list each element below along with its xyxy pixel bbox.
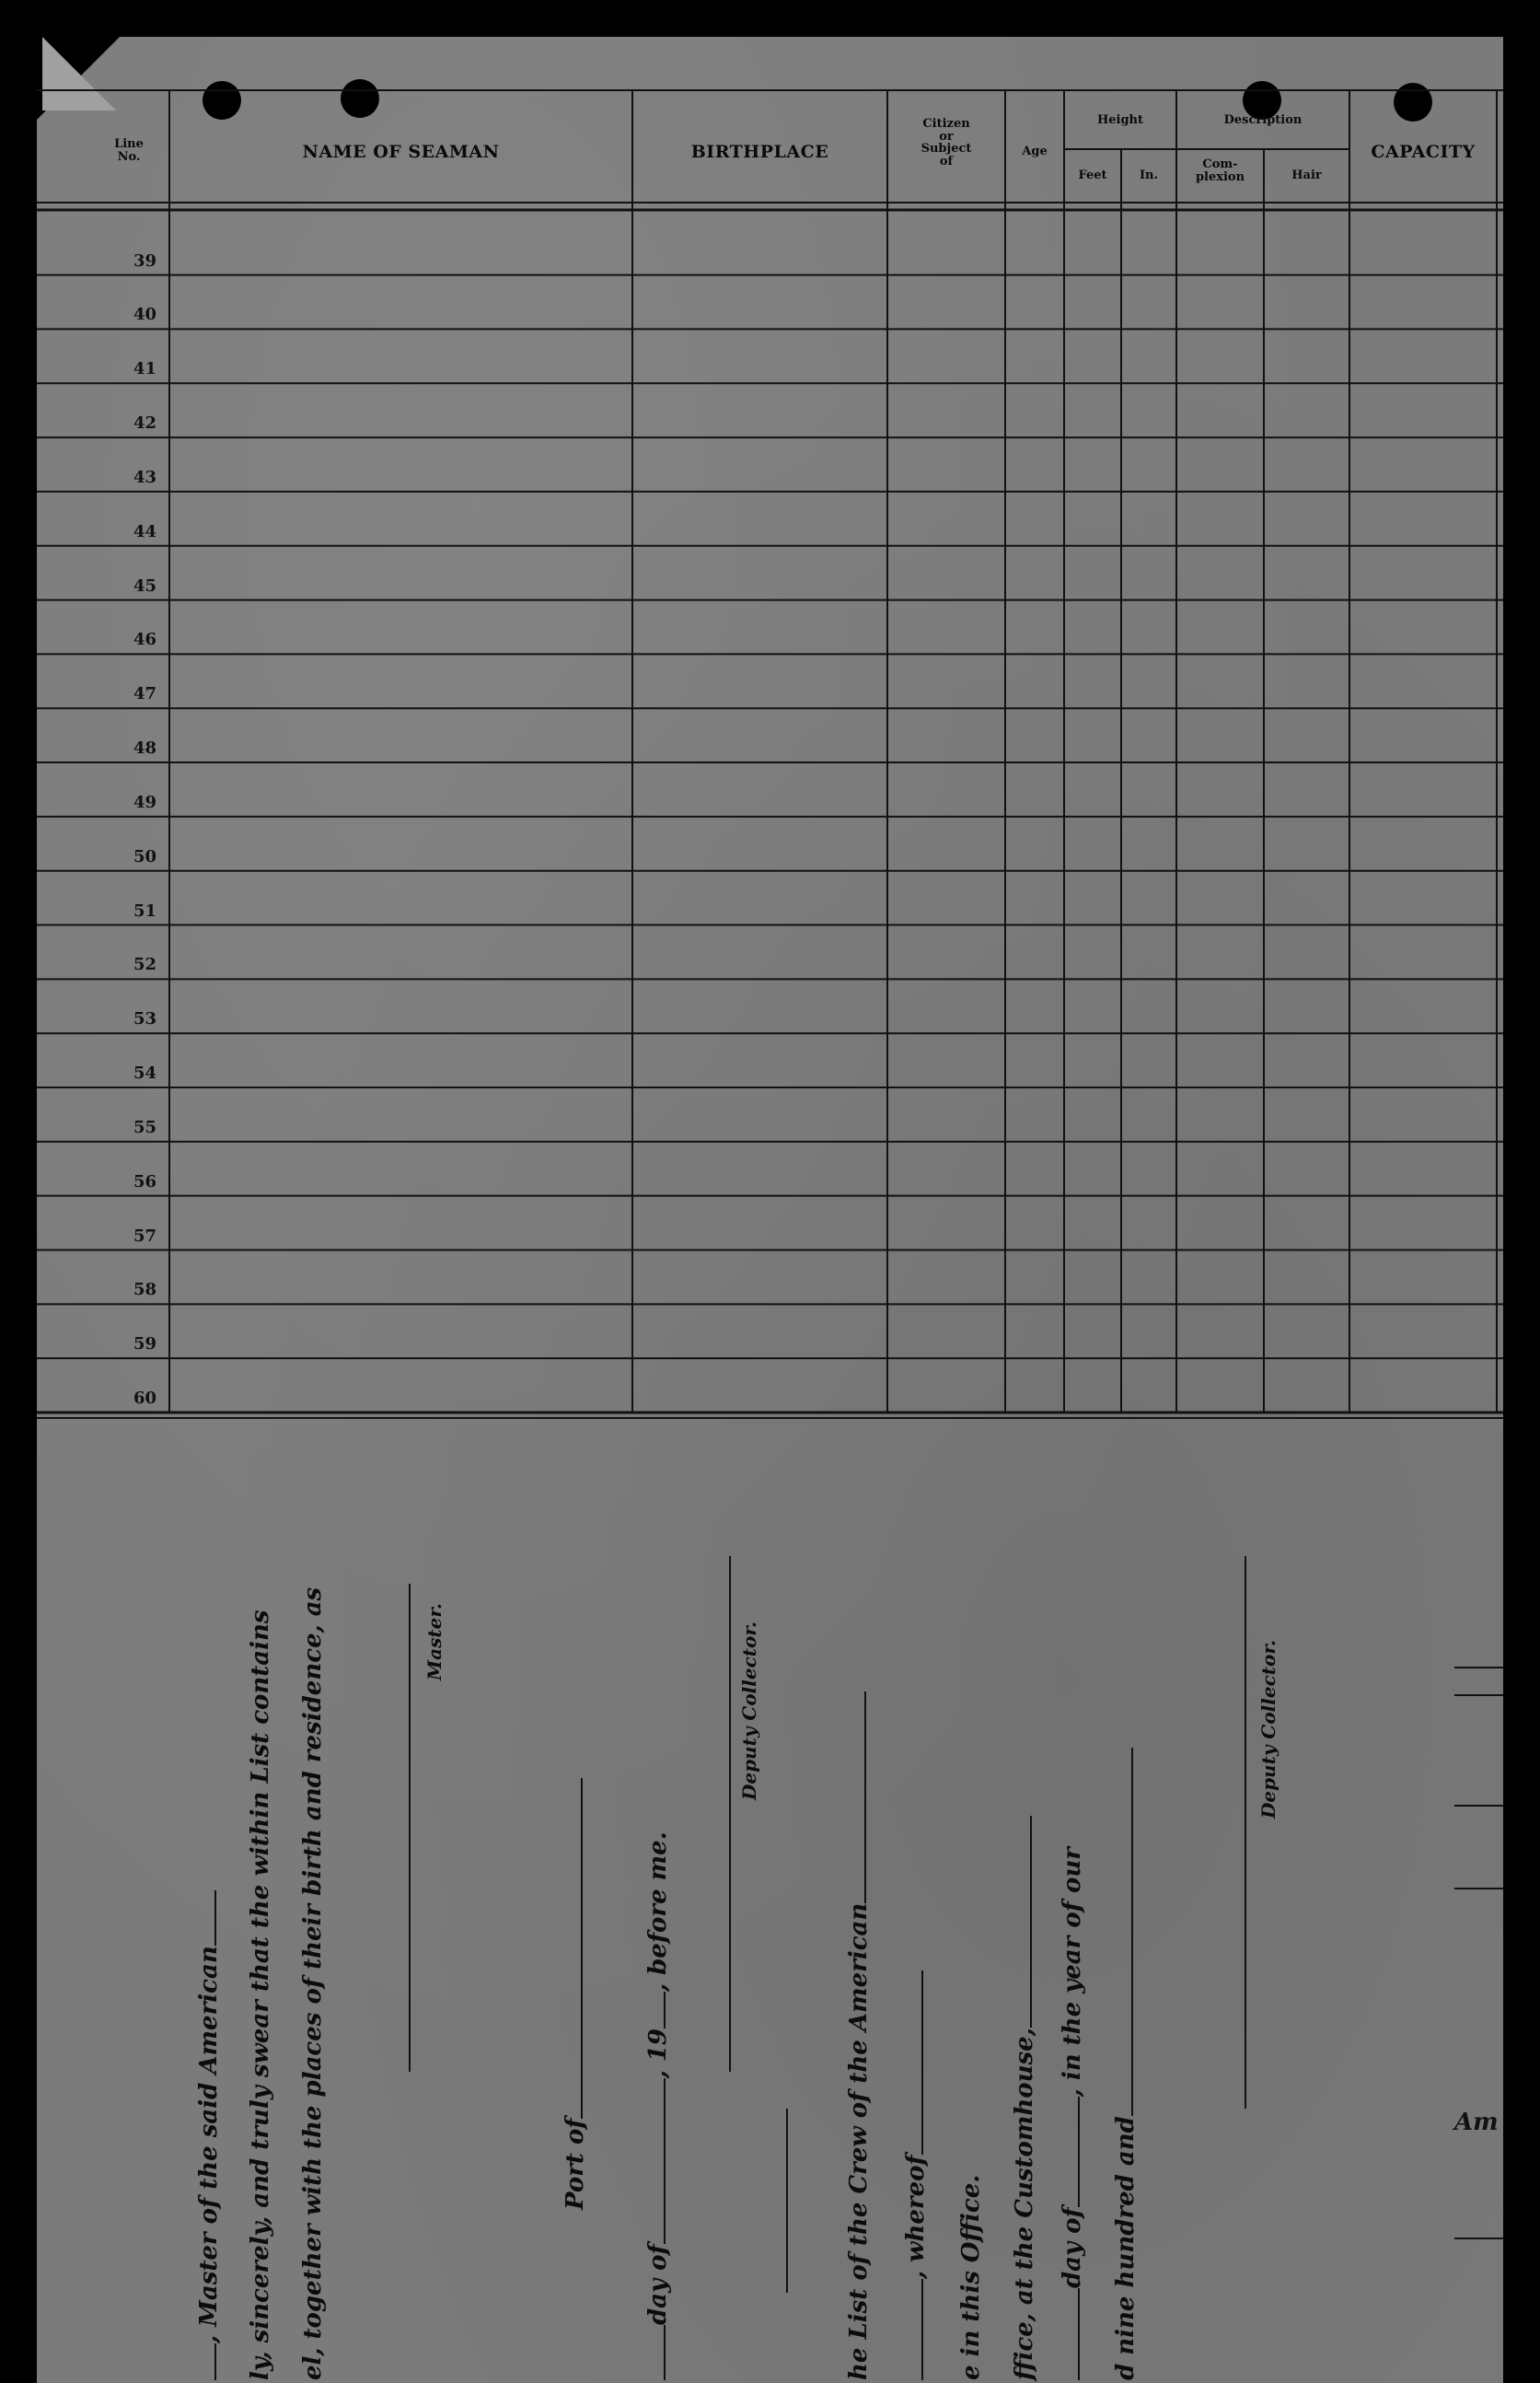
deputy-signature-line-1: [729, 1556, 731, 2072]
line-number: 60: [133, 1389, 156, 1408]
certificate-line-4: [1011, 1816, 1038, 2380]
day-of-label: day of: [644, 2244, 672, 2325]
line-number: 50: [133, 846, 156, 866]
line-number: 53: [133, 1009, 156, 1029]
edge-mark: [1454, 1888, 1503, 1889]
header-com-word: Com-: [1202, 157, 1238, 171]
blank-line: [581, 1778, 583, 2119]
header-inches: In.: [1139, 169, 1159, 182]
blank-line: [1030, 1816, 1032, 2028]
blank-line: [214, 2343, 216, 2380]
line-number: 46: [133, 630, 156, 650]
oath-line-3: el, together with the places of their birth and residence, as: [299, 1587, 327, 2380]
line-number: 57: [133, 1226, 156, 1246]
crew-list-table-grid: [37, 37, 1503, 1446]
certificate-crew-text: he List of the Crew of the American: [845, 1902, 873, 2380]
blank-line: [1078, 2097, 1080, 2207]
deputy-collector-label-1: Deputy Collector.: [738, 1621, 760, 1800]
header-birthplace: BIRTHPLACE: [690, 142, 829, 162]
master-signature-line: [409, 1584, 411, 2072]
line-number: 39: [133, 250, 156, 271]
blank-line: [921, 2279, 923, 2380]
certificate-line-6: [1112, 1748, 1140, 2380]
certificate-whereof-text: , whereof: [902, 2155, 930, 2279]
header-capacity: CAPACITY: [1371, 142, 1476, 162]
edge-mark: [1454, 1694, 1503, 1696]
header-no-label: No.: [117, 149, 141, 164]
header-citizen-word: Citizen: [922, 117, 970, 131]
blank-line: [921, 1970, 923, 2155]
certificate-year-of-our-text: , in the year of our: [1059, 1847, 1086, 2098]
line-number: 49: [133, 792, 156, 812]
header-line-label: Line: [114, 137, 144, 151]
certificate-line-1: [845, 1691, 873, 2380]
header-subject-word: Subject: [921, 142, 972, 157]
line-number: 58: [133, 1280, 156, 1300]
sworn-date-line: [644, 1831, 672, 2380]
line-number: 44: [133, 521, 156, 541]
blank-line: [1078, 2288, 1080, 2380]
certificate-line-2: [902, 1970, 930, 2380]
line-number: 51: [133, 901, 156, 921]
certificate-customhouse-text: ffice, at the Customhouse,: [1011, 2028, 1038, 2380]
blank-line: [664, 1992, 666, 2028]
edge-mark: [1454, 1805, 1503, 1807]
line-number: 42: [133, 413, 156, 434]
header-plexion-word: plexion: [1195, 169, 1245, 184]
header-feet: Feet: [1078, 169, 1107, 182]
line-number: 54: [133, 1064, 156, 1084]
port-of-label: Port of: [562, 2118, 589, 2210]
header-complexion: [1176, 158, 1264, 183]
header-or-word: or: [939, 129, 954, 144]
line-number: 43: [133, 467, 156, 487]
line-number: 47: [133, 684, 156, 704]
master-label: Master.: [423, 1603, 446, 1680]
header-hair: Hair: [1291, 169, 1322, 182]
oath-line-2: ly, sincerely, and truly swear that the within List contains: [247, 1610, 274, 2380]
line-number: 52: [133, 955, 156, 975]
edge-mark: [1454, 1667, 1503, 1668]
blank-line: [664, 2325, 666, 2380]
oath-line-1: [195, 1890, 223, 2380]
line-number: 45: [133, 575, 156, 596]
certificate-line-5: [1059, 1847, 1086, 2380]
port-of-line: [562, 1778, 589, 2210]
header-name-of-seaman: NAME OF SEAMAN: [302, 142, 500, 162]
header-citizen-or-subject-of: [887, 118, 1005, 169]
blank-line: [664, 2078, 666, 2244]
line-number: 55: [133, 1117, 156, 1137]
certificate-line-3: e in this Office.: [957, 2174, 985, 2380]
deputy-collector-label-2: Deputy Collector.: [1257, 1639, 1279, 1819]
blank-line: [864, 1691, 866, 1903]
edge-text: Am: [1454, 2109, 1499, 2136]
header-description: Description: [1223, 113, 1303, 127]
header-height: Height: [1096, 113, 1144, 127]
form-page: [37, 37, 1503, 2383]
header-of-word: of: [939, 154, 954, 169]
line-number: 48: [133, 738, 156, 759]
seal-bracket-line: [786, 2109, 788, 2293]
edge-mark: [1454, 2238, 1503, 2239]
oath-master-of-text: , Master of the said American: [195, 1946, 223, 2343]
blank-line: [1131, 1748, 1133, 2116]
year-19-label: , 19: [644, 2028, 672, 2079]
before-me-label: , before me.: [644, 1831, 672, 1992]
header-line-no: [92, 138, 166, 163]
header-age: Age: [1022, 145, 1048, 158]
line-number: 59: [133, 1334, 156, 1354]
deputy-signature-line-2: [1245, 1556, 1246, 2109]
line-number: 40: [133, 305, 156, 325]
line-number: 41: [133, 359, 156, 379]
blank-line: [214, 1890, 216, 1946]
certificate-nine-hundred-text: d nine hundred and: [1112, 2116, 1140, 2380]
line-number: 56: [133, 1171, 156, 1192]
certificate-day-of-text: day of: [1059, 2207, 1086, 2288]
